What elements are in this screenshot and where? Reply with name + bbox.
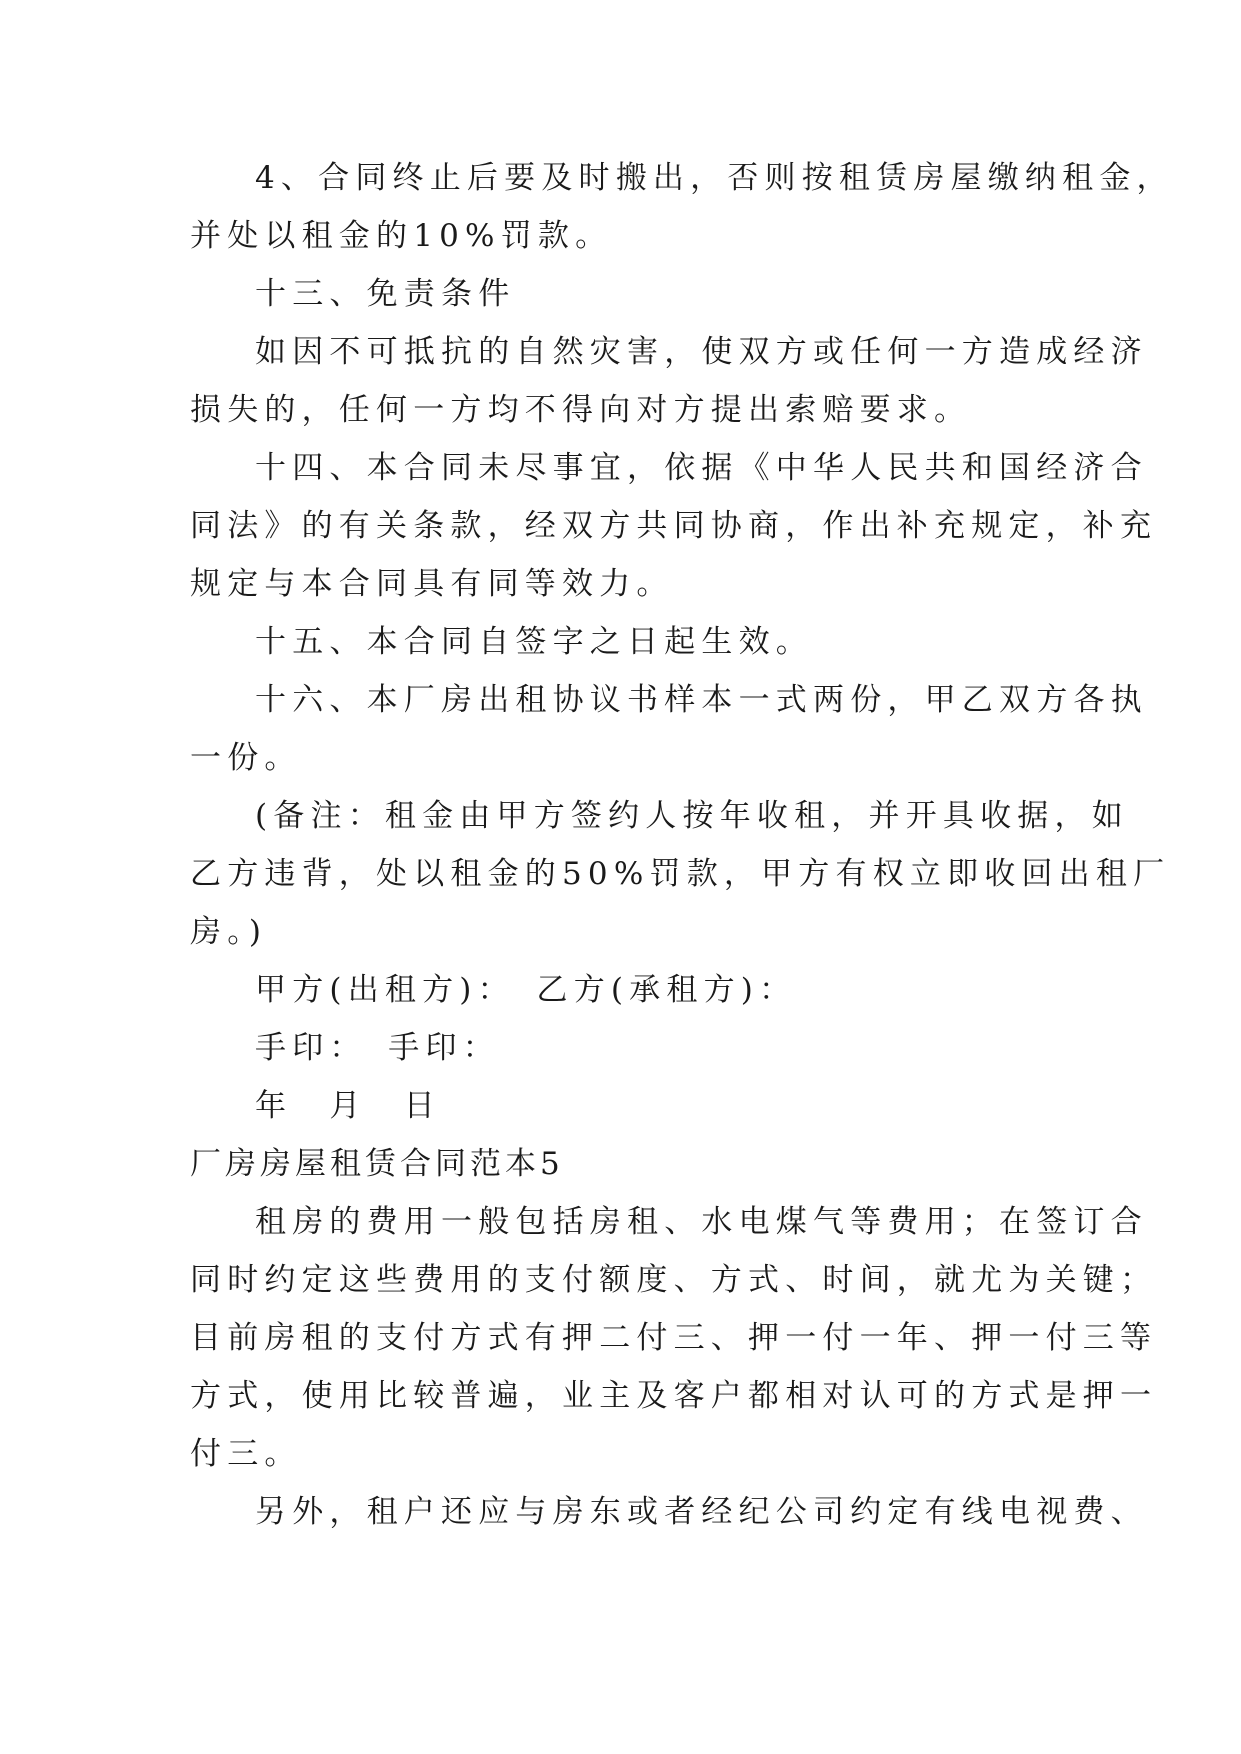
paragraph-line: 方式，使用比较普遍，业主及客户都相对认可的方式是押一	[190, 1378, 1158, 1414]
paragraph-line: 另外，租户还应与房东或者经纪公司约定有线电视费、	[255, 1494, 1148, 1530]
paragraph-line: 房。)	[190, 914, 268, 950]
paragraph-line: 十四、本合同未尽事宜，依据《中华人民共和国经济合	[255, 450, 1148, 486]
paragraph-line: 目前房租的支付方式有押二付三、押一付一年、押一付三等	[190, 1320, 1158, 1356]
paragraph-line: 损失的，任何一方均不得向对方提出索赔要求。	[190, 392, 972, 428]
paragraph-line: 十五、本合同自签字之日起生效。	[255, 624, 813, 660]
paragraph-line: 付三。	[190, 1436, 302, 1472]
paragraph-line: 规定与本合同具有同等效力。	[190, 566, 674, 602]
paragraph-line: 如因不可抵抗的自然灾害，使双方或任何一方造成经济	[255, 334, 1148, 370]
paragraph-line: 十六、本厂房出租协议书样本一式两份，甲乙双方各执	[255, 682, 1148, 718]
paragraph-line: 同时约定这些费用的支付额度、方式、时间，就尤为关键；	[190, 1262, 1158, 1298]
signature-date: 年 月 日	[255, 1088, 441, 1124]
paragraph-line: 租房的费用一般包括房租、水电煤气等费用；在签订合	[255, 1204, 1148, 1240]
paragraph-line: 并处以租金的10%罚款。	[190, 218, 613, 254]
paragraph-line: 4、合同终止后要及时搬出，否则按租赁房屋缴纳租金，	[255, 160, 1174, 196]
signature-parties: 甲方(出租方)： 乙方(承租方)：	[255, 972, 797, 1008]
paragraph-line: 一份。	[190, 740, 302, 776]
document-heading: 厂房房屋租赁合同范本5	[190, 1146, 564, 1182]
section-heading: 十三、免责条件	[255, 276, 516, 312]
paragraph-line: 同法》的有关条款，经双方共同协商，作出补充规定，补充	[190, 508, 1158, 544]
paragraph-line: 乙方违背，处以租金的50%罚款，甲方有权立即收回出租厂	[190, 856, 1171, 892]
paragraph-line: (备注：租金由甲方签约人按年收租，并开具收据，如	[255, 798, 1129, 834]
signature-handprint: 手印： 手印：	[255, 1030, 500, 1066]
